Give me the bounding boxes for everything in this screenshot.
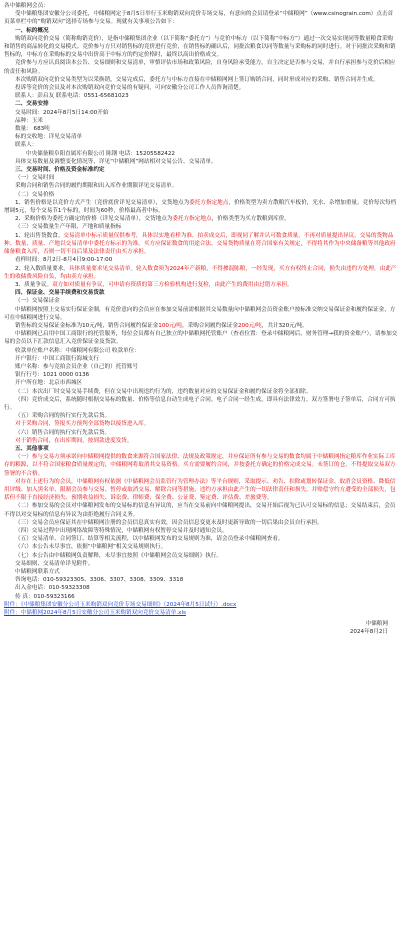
paragraph: 采购合同和销售合同的履约期限和出入库作业期限详见交易清单。 [15,183,178,190]
intro-paragraph: 本次购销双向竞价交易类型为以采换销，交易完成后，委托方与中标方直接在中储粮网网上签订购销合同，同时形成对应的采购、销售合同并生成。 [15,76,379,83]
paragraph: （七）本公告由中储粮网负责解释，未尽事宜按照《中储粮网会员交易细则》执行。 [15,552,222,559]
trade-detail: 具体交易数量及调整变化情况等，详见“中储粮网”网站相对交易公告、交易清单。 [15,158,217,165]
phone-line: 咨询电话：010-59323305、3306、3307、3308、3309、3318 [15,577,184,584]
intro-paragraph: 投诉等竞价的会员及对本次购销双向竞价交易的有疑问，可向安徽分公司工作人员咨询清楚。 [15,85,245,92]
sub-heading: （一）交易保证金 [15,298,60,305]
attachment-link-rules[interactable]: 附件：《中储粮集团安徽分公司玉米购销双向竞价专场交易细则》（2024年8月5日试行）.docx [4,601,237,608]
sub-heading: （三）交易数量生产年限、产地和质量指标 [15,224,122,231]
paragraph: （二）本次出厂时交易交易手续费，但在交易中出现违约行为的，违约数量对应的交易保证金和履约保证金将全部扣除。 [15,388,312,395]
paragraph: （六）本公告未尽事宜，依据“中储粮网”相关交易规则执行。 [15,544,167,551]
bank-info: 收款单位账户名称：中储粮网有限公司 收款单位： [15,347,140,354]
quantity: 数量： 683吨 [15,126,50,133]
intro-paragraph: 受中储粮集团安徽分公司委托，中储粮网定于8月5日举行玉米购销双向竞价专场交易，有意向的会员请登录“中储粮网”（www.csinograin.com）点击首页菜单栏中的“购销双向”选择专场参与交易。现就有关事项公告如下： [4,11,394,26]
contact-label: 联系人： [15,142,38,149]
paragraph: （二）参加交易的会员对中储粮网发布的交易标的信息有异议的，应当在交易前向中储粮网提出，交易开始后视为已认可交易标的信息；交易结束后，会员不得以对交易标的信息有异议为由拒绝履行合同义务。 [4,503,396,518]
quality-warning: 具体质量要求见交易清单。轮入数食须为2024年产新粮，不得掺混陈粮，一经发现，买方有权终止合同，损失由违约方处理，由此产生的收储费风险自负，均由卖方承担。 [4,265,397,280]
paragraph: 中储粮网已启用中国工商银行的托管服务，每位会员都有自己独立的中储粮网托管账户（查看位置：登录中储粮网后，财务管理→我的资金账户），请参加交易的会员以下汇款信息汇入竞价保证金及货款。 [4,331,398,346]
intro-paragraph: 购销双向竞价交易（简称购销竞价），是指中储粮集团企业（以下简称“委托方”）与竞价中标方（以下简称“中标方”）通过一次交易实现同等数量粮食采购和销售的商品转化的交易模式。竞价参与方只对销售标的竞价进行竞价，在销售标的确认后，同批次粮食以同等数量与采购标的同时进行。对于同批次采购和销售标的，中标方在采购标的交易中出价高于中标方的约定价格时，最终以高出价格成交。 [4,35,396,59]
quality-rule: 1、轮出售货数食。交易清单中标示质量仅供参考，具体以实地看样为准，拍卖成交后，即视同了解并认可数食质量，不再对质量提出异议。交易的货物品种、数量、质量、产地以交易清单中委托方标示的为准。买方应保证数食的用途合法，交易货物质量在符合国家有关规定，不得将其作为中央储备粮等其他政府储备粮食入库，否则一切不良后果及法律责任由买方承担。 [4,232,396,256]
intro-paragraph: 竞价参与方应认真阅读本公告、交易细则和交易清单，审慎评估市场和政策风险，自身风险承受能力，自主决定是否参与交易，并自行承担参与竞价后相应的责任和风险。 [4,60,396,75]
paragraph: 对于销售合同，在出库期间，按到款进度发货。 [15,437,133,444]
quality-dispute: 3、质量争议。双方如对质量有争议，可申请有资质的第三方检验机构进行复检，由此产生的费用由过错方承担。 [15,281,293,288]
contact-heading: 中储粮网联系方式 [15,569,60,576]
attachment-link-list[interactable]: 附件：中储粮网2024年8月5日安徽分公司玉米购销双向竞价交易清单.xls [4,610,186,617]
bank-info: 银行行号：1021 0000 0136 [15,372,90,379]
price-rule-1: 1、销售价格是以竞价方式产生（竞价底价详见交易清单），交货地点为委托方指定地点，价格类型为卖方散粮汽车板价，光水、杂增加重量。竞价每次每档增调5元，每个交易节1个标的，时间为60秒，价格最高者中标。 [4,199,397,215]
paragraph: 中储粮网按照上交易实行保证金制，有竞价意向的会员应在参加交易前需根据其交易数量向中储粮网会员资金账户按标准交纳交易保证金和履约保证金，方可在中储粮网进行交易。 [4,306,396,321]
trade-time: 交易时间：2024年8月5日14:00开始 [15,109,109,116]
section-heading: 三、交易时间、价格及资金标准约定 [15,167,105,174]
bank-info: 开户银行：中国工商银行海城支行 [15,355,99,362]
paragraph: （五）交易清单、合同签订、结算等相关流程，以中储粮网发布的交易规则为准，请会员登录中储粮网查看。 [15,536,284,543]
paragraph: （四）竞价成交后，系统随时根据交易标的数量、价格等信息自动生成电子合同。电子合同一经生成，即具有法律效力。双方签署电子签单后，合同方可执行。 [4,396,396,411]
deposit-standard: 销售标的交易保证金标准为10元/吨，销售合同履约保证金100元/吨，采购合同履约保证金200元/吨，共计320元/吨。 [15,322,308,329]
paragraph: （三）交易会员应保证其在中储粮网注册的会员信息真实有效，因会员信息变更未及时更新导致的一切后果由会员自行承担。 [15,519,323,526]
sub-heading: （二）交易价格 [15,191,55,198]
viewing-time: 看样时间：8月2日-8月4日9:00-17:00 [15,257,113,264]
grain-type: 品种：玉米 [15,117,43,124]
phone-line: 出入金电话：010-59323308 [15,585,90,592]
delivery-location: 标的交收地：详见交易清单 [15,134,83,141]
section-heading: 四、保证金、交易手续费和交易货款 [15,290,105,297]
section-heading: 二、交易安排 [15,101,49,108]
greeting: 各中储粮网会员： [4,3,49,9]
bank-info: 开户所在地：北京市西城区 [15,380,83,387]
announcement-page [4,2,398,922]
price-rule-2: 2、采购价格为委托方确定的价格（详见交易清单），交货地点为委托方指定地点，价格类型为买方散粮到库价。 [15,216,290,223]
paragraph: 对于采购合同，签报买方预判全部货物以接货进入库。 [15,421,150,428]
contact-line: 联系人：彭启友 联系电话：0551-65681023 [15,93,129,100]
signature-org: 中储粮网 [365,621,388,628]
company-contact: 中央储备粮阜阳直属库有限公司 陈钢 电话：15205582422 [26,150,175,157]
quality-rule: 2、轮入数质量要求。具体质量要求见交易清单。轮入数食须为2024年产新粮，不得掺混陈粮，一经发现，买方有权终止合同，损失由违约方处理，由此产生的收储费风险自负，均由卖方承担。 [4,265,397,280]
paragraph: （六）销售合同的执行实行先款后货。 [15,429,111,436]
paragraph: （四）交易过程中出现网络故障等特殊情况，中储粮网有权暂停交易并及时通知会员。 [15,528,228,534]
quality-warning: 双方如对质量有争议，可申请有资质的第三方检验机构进行复检，由此产生的费用由过错方承担。 [52,281,293,288]
paragraph: （一）参与交易方须承诺向中储粮网提供的数食来源符合国家法律、法规及政策规定，并应保证所有参与交易的数食均属于中储粮网指定粮库作业实际工库存的粮源，以不符合国家粮食质量规定的，中储粮网将取消其交易资格。买方需要履约合同，并按委托方确定的价格完成交易。未签订的仓，不得提取交易双方签署的不合格。 [4,454,396,477]
paragraph: 交易细则、交易清单详见附件。 [15,560,94,567]
section-heading: 一、标的概况 [15,27,49,34]
signature-date: 2024年8月2日 [349,629,388,636]
bank-info: 账户名称：参与竞拍会员企业（自己的）托管账号 [15,363,139,370]
paragraph: 对存在上述行为的会员，中储粮网有权依据《中储粮网会员监管行为管理办法》等平台规则，采取提示、劝告、扣除或划转保证金、取消会员资格、降低信用评级、加入黑名单、限制会员参与交易、暂停或取消交易、解除合同等措施，违约方承担由此产生的一切法律责任和损失，并赔偿守约方遭受的全部损失，包括但不限于直接经济损失、预期收益损失、诉讼费、律师费、保全费、公证费、鉴定费、评估费、差旅费等。 [4,478,396,502]
section-heading: 五、其他事项 [15,445,49,452]
quality-warning: 交易清单中标示质量仅供参考，具体以实地看样为准，拍卖成交后，即视同了解并认可数食质量，不再对质量提出异议。交易的货物品种、数量、质量、产地以交易清单中委托方标示的为准。买方应保证数食的用途合法，交易货物质量在符合国家有关规定，不得将其作为中央储备粮等其他政府储备粮食入库，否则一切不良后果及法律责任由买方承担。 [4,232,396,256]
highlight-location: 委托方指定地点 [172,216,212,223]
fax-line: 传 真：010-59323166 [15,593,75,600]
sub-heading: （一）交易时间 [15,175,55,182]
highlight-location: 委托方指定地点 [189,199,229,206]
paragraph: （五）采购合同的执行实行先款后货。 [15,413,111,420]
